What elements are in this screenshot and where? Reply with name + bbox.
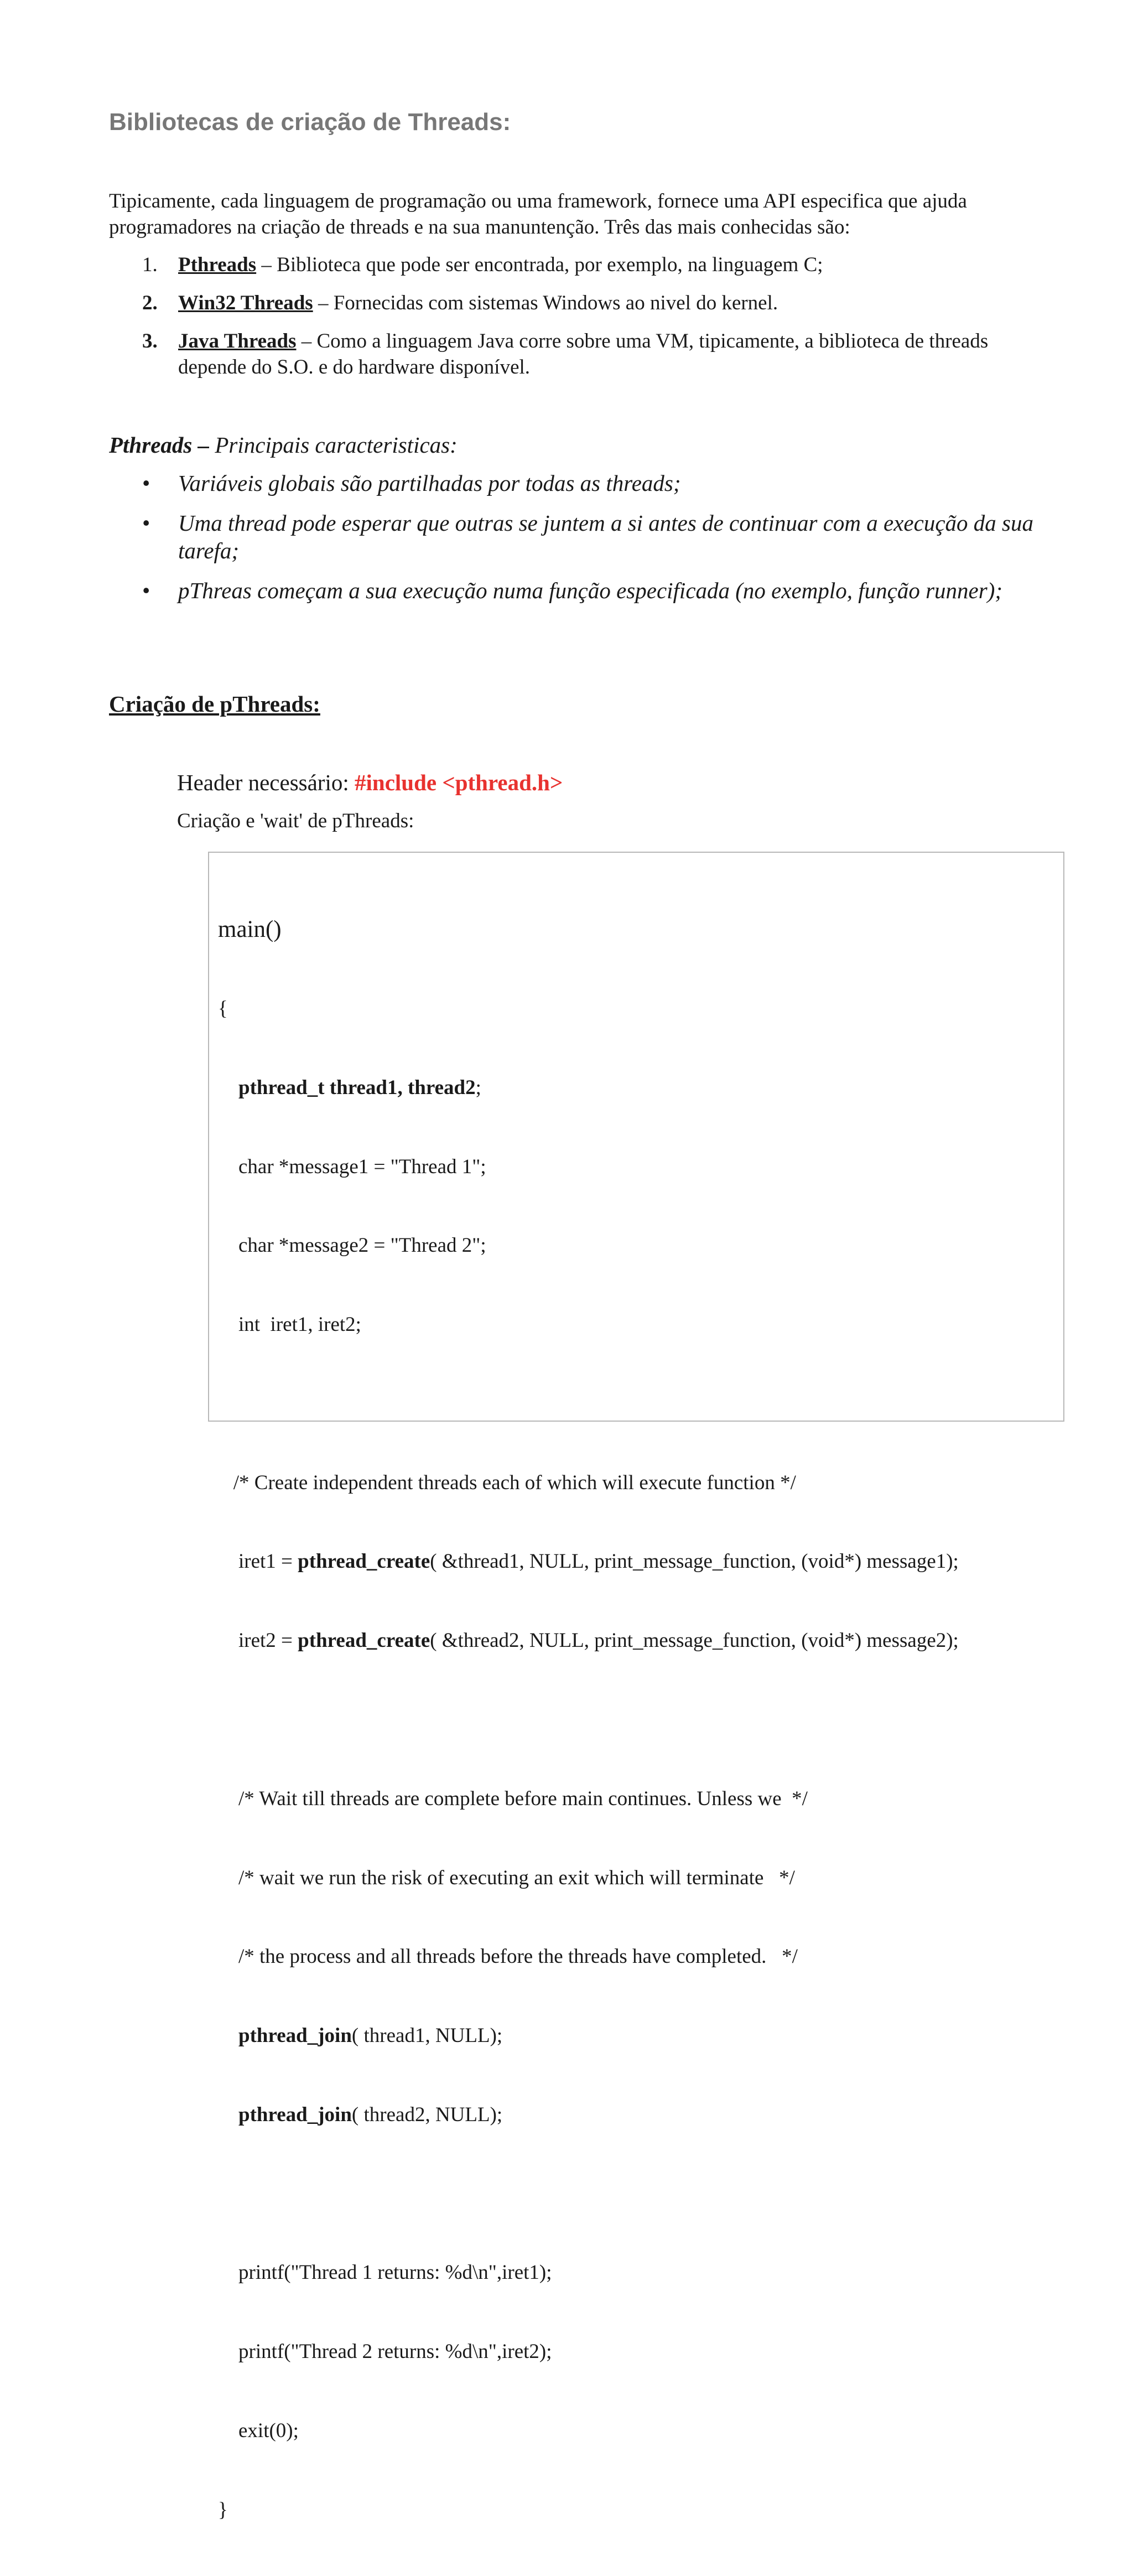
code-bold-token: pthread_create [298,1550,430,1573]
page-heading: Bibliotecas de criação de Threads: [109,108,511,136]
library-term: Win32 Threads [178,292,313,314]
library-term: Java Threads [178,330,297,353]
heading-rest-part: Principais caracteristicas: [209,432,458,458]
characteristics-list [109,469,1038,616]
code-text: ( &thread1, NULL, print_message_function, (void*) message1); [430,1550,959,1573]
library-description: – Fornecidas com sistemas Windows ao nivel do kernel. [313,292,778,314]
code-bold-token: pthread_join [238,2103,352,2126]
code-bold-token: pthread_t thread1, thread2 [238,1076,476,1099]
code-line [218,2102,959,2128]
code-line [218,1548,959,1575]
code-line: int iret1, iret2; [218,1313,361,1336]
code-comment-line: /* Create independent threads each of which will execute function */ [218,1471,796,1494]
pthreads-characteristics-heading [109,432,458,458]
list-item [109,509,1038,564]
create-wait-label: Criação e 'wait' de pThreads: [177,810,414,832]
code-text: iret1 = [218,1550,298,1573]
code-comment-line: /* wait we run the risk of executing an exit which will terminate */ [218,1866,795,1889]
list-item [109,469,1038,497]
code-line [218,1075,959,1101]
code-text: iret2 = [218,1629,298,1652]
bullet-icon: • [142,470,150,496]
code-bold-token: pthread_join [238,2024,352,2048]
code-line: main() [218,916,282,943]
libraries-list [109,252,1038,392]
code-text: ; [475,1076,481,1099]
bullet-icon: • [142,578,150,603]
code-line [218,1628,959,1654]
heading-bold-part: Pthreads – [109,432,210,458]
code-indent [218,2024,238,2047]
code-bold-token: pthread_create [298,1629,430,1652]
characteristic-text: Uma thread pode esperar que outras se juntem a si antes de continuar com a execução da sua tarefa; [178,510,1033,563]
list-item [109,577,1038,604]
include-directive: #include <pthread.h> [355,770,563,795]
library-term: Pthreads [178,253,257,276]
code-line: exit(0); [218,2419,299,2443]
code-line: } [218,2498,228,2521]
library-description: – Como a linguagem Java corre sobre uma VM, tipicamente, a biblioteca de threads depende do S.O. e do hardware disponível. [178,330,989,379]
bullet-icon: • [142,510,150,536]
code-lines [218,864,959,2576]
list-number: 2. [142,292,158,314]
header-label: Header necessário: [177,770,355,795]
code-line: char *message2 = "Thread 2"; [218,1234,486,1257]
section-title: Criação de pThreads: [109,691,320,717]
code-block [208,852,1064,2521]
code-comment-line: /* Wait till threads are complete before main continues. Unless we */ [218,1787,808,1810]
list-item [109,252,1038,278]
code-indent [218,1076,238,1099]
code-comment-line: /* the process and all threads before the threads have completed. */ [218,1945,798,1968]
code-text: ( &thread2, NULL, print_message_function, (void*) message2); [430,1629,959,1652]
list-item [109,328,1038,380]
code-line [218,2181,959,2207]
code-line: char *message1 = "Thread 1"; [218,1155,486,1178]
list-number: 1. [142,253,158,276]
code-text: ( thread1, NULL); [351,2024,503,2048]
header-required-line [177,769,563,796]
code-line: printf("Thread 1 returns: %d\n",iret1); [218,2261,552,2284]
intro-paragraph: Tipicamente, cada linguagem de programação ou uma framework, fornece uma API especifica que ajuda programadores na criação de threads e na sua manuntenção. Três das mais conhecidas são: [109,190,967,239]
code-line [218,1391,959,1417]
list-item [109,290,1038,316]
code-text: ( thread2, NULL); [351,2103,503,2126]
characteristic-text: pThreas começam a sua execução numa função especificada (no exemplo, função runner); [178,578,1003,603]
code-line: printf("Thread 2 returns: %d\n",iret2); [218,2340,552,2364]
code-line [218,2023,959,2049]
code-indent [218,2103,238,2126]
code-line [218,1707,959,1733]
code-line: { [218,997,228,1020]
list-number: 3. [142,330,158,353]
characteristic-text: Variáveis globais são partilhadas por todas as threads; [178,470,681,496]
library-description: – Biblioteca que pode ser encontrada, por exemplo, na linguagem C; [256,253,823,276]
